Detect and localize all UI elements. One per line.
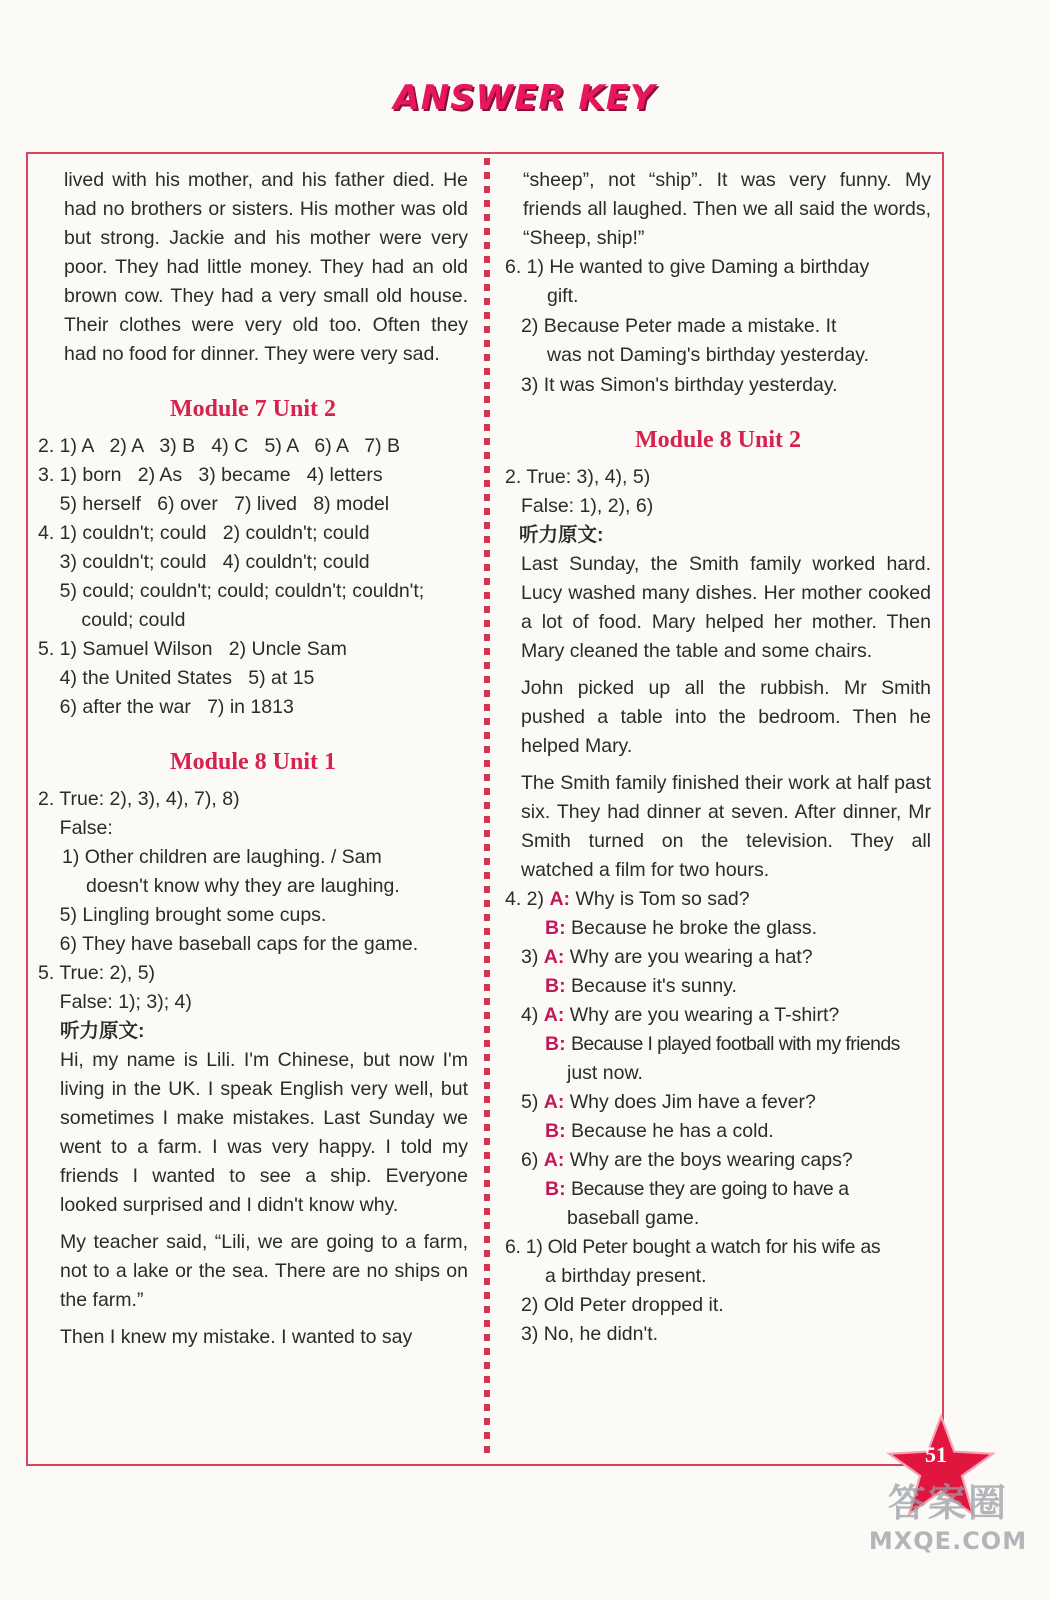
speaker-b-label: B: [545, 1033, 566, 1055]
heading-module7-unit2: Module 7 Unit 2 [169, 396, 336, 422]
answer-line: 3. 1) born 2) As 3) became 4) letters [38, 464, 383, 486]
answer-line: 2) Because Peter made a mistake. It [521, 315, 837, 337]
answer-line: 6) after the war 7) in 1813 [38, 696, 294, 718]
listening-paragraph: Hi, my name is Lili. I'm Chinese, but now I'm living in the UK. I speak English very well, but sometimes I make mistakes. Last Sunday we went to a farm. I was very happy. I told my friends I wanted to see a ship. Everyone looked surprised and I didn't know why. [60, 1049, 468, 1216]
speaker-b-label: B: [545, 917, 566, 939]
dialogue-question: Why are you wearing a hat? [569, 946, 813, 968]
answer-line: 6. 1) He wanted to give Daming a birthday [505, 256, 870, 278]
listening-paragraph: The Smith family finished their work at half past six. They had dinner at seven. After dinner, Mr Smith turned on the television. They all watched a film for two hours. [521, 772, 931, 881]
answer-line: 5) could; couldn't; could; couldn't; couldn't; [38, 580, 425, 602]
answer-line: 2. 1) A 2) A 3) B 4) C 5) A 6) A 7) B [38, 435, 401, 457]
speaker-a-label: A: [543, 1004, 565, 1026]
speaker-a-label: A: [543, 1149, 565, 1171]
dialogue-question: Why does Jim have a fever? [569, 1091, 816, 1113]
dialogue-number: 4. 2) [505, 888, 545, 910]
dialogue-question: Why is Tom so sad? [575, 888, 750, 910]
dialogue-a [505, 1001, 931, 1030]
answer-line: False: 1); 3); 4) [38, 991, 192, 1013]
answer-line: 3) couldn't; could 4) couldn't; could [38, 551, 370, 573]
dialogue-question: Why are you wearing a T-shirt? [569, 1004, 840, 1026]
column-divider [484, 158, 490, 1460]
answer-line: doesn't know why they are laughing. [86, 875, 400, 897]
listening-paragraph: My teacher said, “Lili, we are going to a farm, not to a lake or the sea. There are no ships on the farm.” [60, 1231, 468, 1311]
dialogue-answer: Because he has a cold. [571, 1120, 774, 1142]
dialogue-answer: Because he broke the glass. [571, 917, 818, 939]
speaker-a-label: A: [543, 1091, 565, 1113]
dialogue-a [505, 1088, 931, 1117]
answer-line: 5. True: 2), 5) [38, 962, 156, 984]
watermark-cn: 答案圈 [887, 1481, 1008, 1525]
dialogue-number: 5) [521, 1091, 539, 1113]
watermark-url: MXQE.COM [868, 1527, 1028, 1555]
answer-line: 4) the United States 5) at 15 [38, 667, 315, 689]
dialogue-b [505, 914, 931, 943]
dialogue-number: 3) [521, 946, 539, 968]
answer-line: gift. [547, 285, 579, 307]
answer-line: 1) Other children are laughing. / Sam [62, 846, 382, 868]
page-title: ANSWER KEY [393, 78, 656, 118]
answer-line: 2. True: 3), 4), 5) [505, 466, 651, 488]
answer-line: 5) Lingling brought some cups. [38, 904, 327, 926]
answer-line: 3) It was Simon's birthday yesterday. [521, 374, 838, 396]
listening-paragraph: Last Sunday, the Smith family worked hard. Lucy washed many dishes. Her mother cooked a lot of food. Mary helped her mother. Then Mary cleaned the table and some chairs. [521, 553, 931, 662]
answer-line: 5. 1) Samuel Wilson 2) Uncle Sam [38, 638, 347, 660]
heading-module8-unit2: Module 8 Unit 2 [634, 427, 801, 453]
dialogue-answer: Because I played football with my friends [571, 1033, 900, 1055]
dialogue-b [505, 1117, 931, 1146]
intro-paragraph: “sheep”, not “ship”. It was very funny. My friends all laughed. Then we all said the words, “Sheep, ship!” [523, 169, 931, 249]
page-number: 51 [925, 1442, 947, 1467]
dialogue-answer: Because they are going to have a [571, 1178, 849, 1200]
answer-line: 6. 1) Old Peter bought a watch for his wife as [505, 1236, 881, 1258]
answer-line: 5) herself 6) over 7) lived 8) model [38, 493, 390, 515]
answer-line: 3) No, he didn't. [521, 1323, 659, 1345]
heading-module8-unit1: Module 8 Unit 1 [169, 749, 336, 775]
answer-line: 6) They have baseball caps for the game. [38, 933, 419, 955]
dialogue-b [505, 972, 931, 1001]
dialogue-b-continued: just now. [567, 1062, 643, 1084]
answer-line: was not Daming's birthday yesterday. [547, 344, 870, 366]
left-column [38, 166, 468, 1352]
dialogue-answer: Because it's sunny. [571, 975, 737, 997]
listening-script-label: 听力原文: [60, 1020, 145, 1042]
speaker-a-label: A: [549, 888, 571, 910]
right-column [505, 166, 931, 1349]
dialogue-number: 4) [521, 1004, 539, 1026]
answer-line: False: [38, 817, 113, 839]
dialogue-a [505, 1146, 931, 1175]
listening-paragraph: Then I knew my mistake. I wanted to say [60, 1326, 413, 1348]
speaker-b-label: B: [545, 1178, 566, 1200]
listening-paragraph: John picked up all the rubbish. Mr Smith pushed a table into the bedroom. Then he helped Mary. [521, 677, 931, 757]
speaker-b-label: B: [545, 975, 566, 997]
listening-script-label: 听力原文: [519, 524, 604, 546]
dialogue-b-continued: baseball game. [567, 1207, 700, 1229]
dialogue-b [505, 1175, 931, 1204]
dialogue-b [505, 1030, 931, 1059]
answer-line: 4. 1) couldn't; could 2) couldn't; could [38, 522, 370, 544]
m8u1-answers [38, 785, 468, 1352]
answer-line: a birthday present. [545, 1265, 707, 1287]
speaker-a-label: A: [543, 946, 565, 968]
answer-line: could; could [38, 609, 186, 631]
dialogue-a [505, 943, 931, 972]
watermark-logo [858, 1480, 1038, 1556]
answer-line: 2) Old Peter dropped it. [521, 1294, 724, 1316]
dialogue-question: Why are the boys wearing caps? [569, 1149, 853, 1171]
intro-paragraph: lived with his mother, and his father died. He had no brothers or sisters. His mother was old but strong. Jackie and his mother were very poor. They had little money. They had an old brown cow. They had a very small old house. Their clothes were very old too. Often they had no food for dinner. They were very sad. [64, 169, 468, 365]
dialogue-number: 6) [521, 1149, 539, 1171]
m7u2-answers [38, 432, 468, 722]
dialogue-list [505, 885, 931, 1233]
answer-line: 2. True: 2), 3), 4), 7), 8) [38, 788, 240, 810]
answer-line: False: 1), 2), 6) [521, 495, 654, 517]
dialogue-a [505, 885, 931, 914]
speaker-b-label: B: [545, 1120, 566, 1142]
